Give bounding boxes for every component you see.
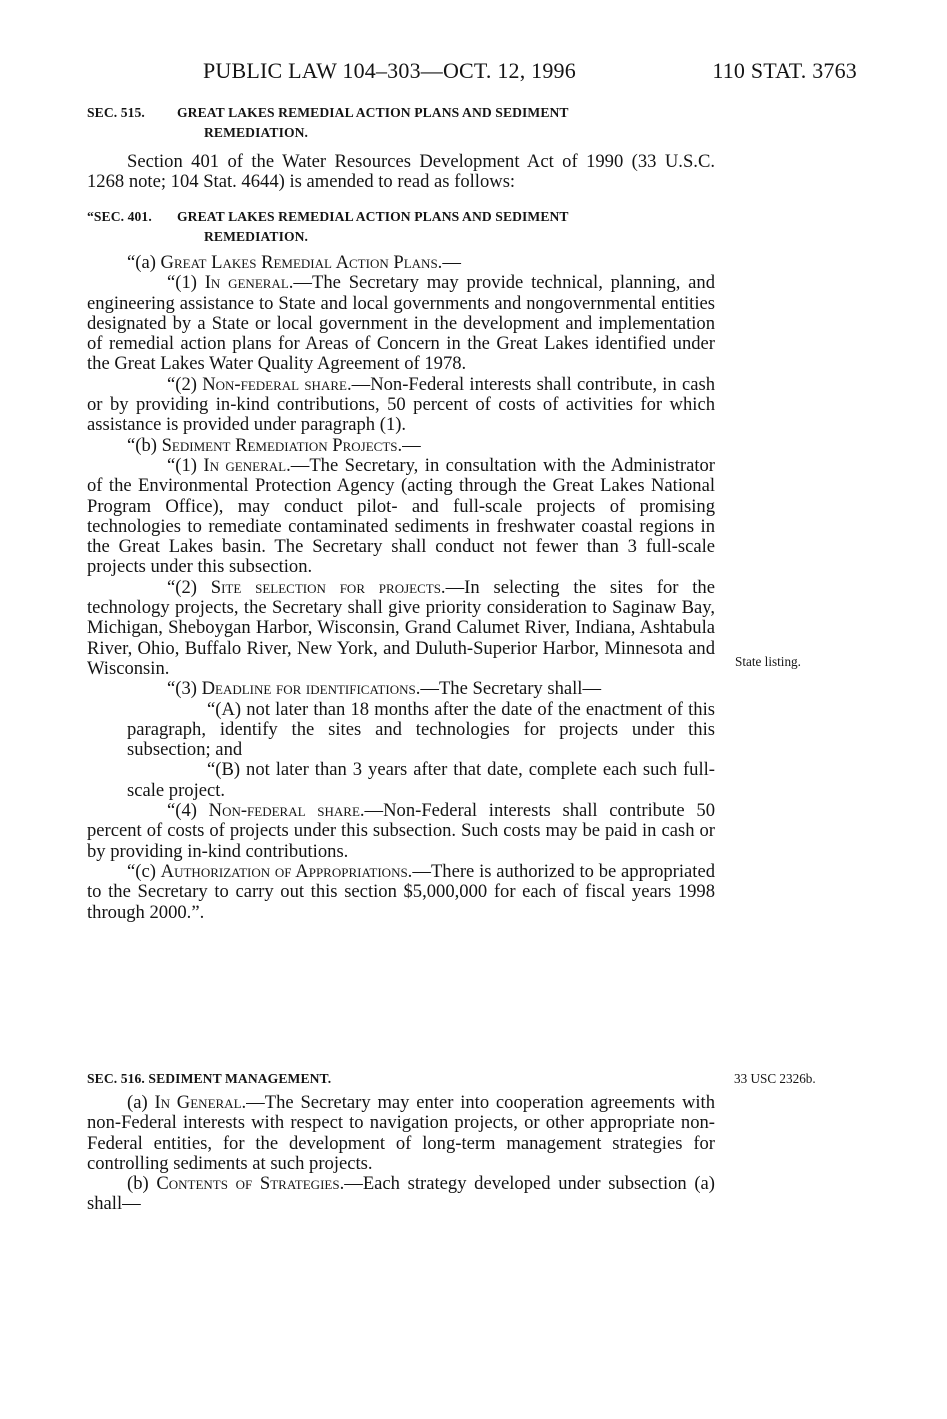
sec-401-heading — [87, 207, 715, 247]
paragraph-a1: “(1) In general.—The Secretary may provide technical, planning, and engineering assistance to State and local governments and nongovernmental entities designated by a State or local government in the development and implementation of remedial action plans for Areas of Concern in the Great Lakes identified under the Great Lakes Water Quality Agreement of 1978. — [87, 272, 715, 375]
sec-401-title-line2: REMEDIATION. — [204, 229, 309, 244]
sec-401-title-line1: GREAT LAKES REMEDIAL ACTION PLANS AND SEDIMENT — [177, 209, 569, 224]
paragraph-b2: “(2) Site selection for projects.—In selecting the sites for the technology projects, the Secretary shall give priority consideration to Saginaw Bay, Michigan, Sheboygan Harbor, Wisconsin, Grand Calumet River, Indiana, Ashtabula River, Ohio, Buffalo River, New York, and Duluth-Superior Harbor, Minnesota and Wisconsin. — [87, 576, 715, 679]
running-header — [203, 58, 857, 88]
sec-515-title-line2: REMEDIATION. — [204, 125, 309, 140]
paragraph-b3: “(3) Deadline for identifications.—The Secretary shall— — [167, 678, 602, 700]
sec-515-title-line1: GREAT LAKES REMEDIAL ACTION PLANS AND SEDIMENT — [177, 105, 569, 120]
sec-516-heading: SEC. 516. SEDIMENT MANAGEMENT. — [87, 1071, 332, 1086]
sec-515-body — [87, 152, 715, 193]
header-law-date: PUBLIC LAW 104–303—OCT. 12, 1996 — [203, 58, 576, 83]
sec-515-heading — [87, 103, 715, 143]
clause-b3-a: “(A) not later than 18 months after the date of the enactment of this paragraph, identify the sites and technologies for projects under this subsection; and — [127, 698, 715, 761]
subsection-c: “(c) Authorization of Appropriations.—There is authorized to be appropriated to the Secretary to carry out this section $5,000,000 for each of fiscal years 1998 through 2000.”. — [87, 860, 716, 923]
margin-note-usc-citation: 33 USC 2326b. — [734, 1071, 816, 1086]
sec-401-body — [87, 253, 715, 923]
paragraph-a2: “(2) Non-federal share.—Non-Federal interests shall contribute, in cash or by providing in-kind contributions, 50 percent of costs of activities for which assistance is provided under paragraph (1). — [87, 373, 716, 436]
sec-515-intro: Section 401 of the Water Resources Development Act of 1990 (33 U.S.C. 1268 note; 104 Stat. 4644) is amended to read as follows: — [87, 151, 715, 193]
header-stat-page: 110 STAT. 3763 — [712, 58, 857, 83]
sec-401-number: “SEC. 401. — [87, 209, 152, 224]
paragraph-b4: “(4) Non-federal share.—Non-Federal interests shall contribute 50 percent of costs of projects under this subsection. Such costs may be paid in cash or by providing in-kind contributions. — [87, 800, 715, 862]
clause-b3-b: “(B) not later than 3 years after that date, complete each such full-scale project. — [127, 759, 715, 801]
sec-516-subsection-b: (b) Contents of Strategies.—Each strategy developed under subsection (a) shall— — [87, 1173, 715, 1215]
subsection-b-heading: “(b) Sediment Remediation Projects.— — [127, 434, 421, 456]
sec-516-subsection-a: (a) In General.—The Secretary may enter into cooperation agreements with non-Federal interests with respect to navigation projects, or other appropriate non-Federal entities, for the development of long-term management strategies for controlling sediments at such projects. — [87, 1092, 716, 1174]
sec-516-body — [87, 1093, 715, 1215]
subsection-a-heading: “(a) Great Lakes Remedial Action Plans.— — [127, 252, 461, 273]
sec-515-number: SEC. 515. — [87, 105, 145, 120]
paragraph-b1: “(1) In general.—The Secretary, in consultation with the Administrator of the Environmental Protection Agency (acting through the Great Lakes National Program Office), may conduct pilot- and full-scale projects of promising technologies to remediate contaminated sediments in freshwater coastal regions in the Great Lakes basin. The Secretary shall conduct not fewer than 3 full-scale projects under this subsection. — [87, 454, 715, 578]
margin-note-state-listing: State listing. — [735, 654, 801, 669]
